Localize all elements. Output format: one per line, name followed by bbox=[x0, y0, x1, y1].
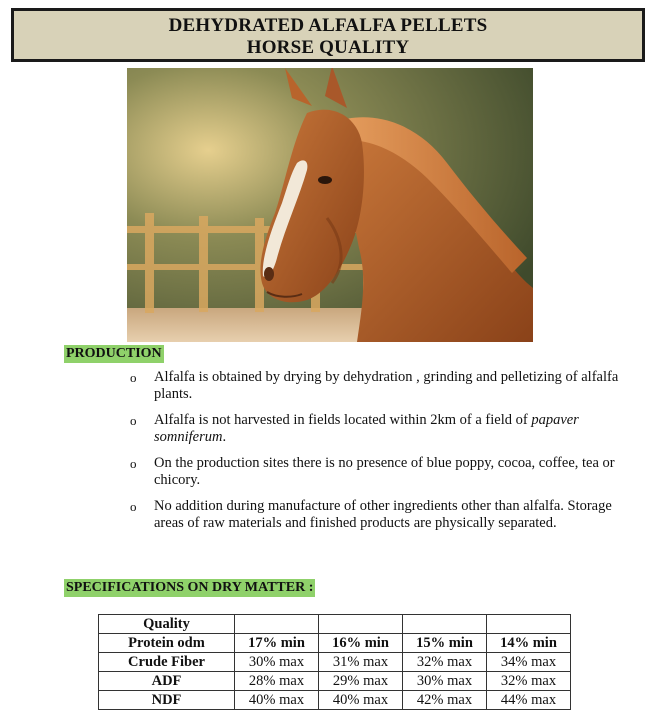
row-label: Crude Fiber bbox=[99, 653, 235, 672]
title-line-1: DEHYDRATED ALFALFA PELLETS bbox=[168, 15, 488, 36]
table-cell: 44% max bbox=[487, 691, 571, 710]
table-cell: 40% max bbox=[235, 691, 319, 710]
row-label: Protein odm bbox=[99, 634, 235, 653]
table-cell: 31% max bbox=[319, 653, 403, 672]
list-item-text: No addition during manufacture of other ingredients other than alfalfa. Storage areas of raw materials and finished products are physically separated. bbox=[154, 498, 612, 531]
specifications-heading: SPECIFICATIONS ON DRY MATTER : bbox=[66, 580, 314, 595]
table-cell: 30% max bbox=[403, 672, 487, 691]
table-cell: 40% max bbox=[319, 691, 403, 710]
quality-header: Quality bbox=[99, 615, 235, 634]
table-cell: 42% max bbox=[403, 691, 487, 710]
list-item-text-end: . bbox=[222, 429, 227, 445]
table-row bbox=[99, 634, 571, 653]
table-header-row bbox=[99, 615, 571, 634]
table-cell: 17% min bbox=[235, 634, 319, 653]
bullet-mark: o bbox=[130, 370, 137, 385]
bullet-mark: o bbox=[130, 499, 137, 514]
document-title bbox=[11, 8, 645, 62]
horse-photo bbox=[127, 68, 533, 342]
table-row bbox=[99, 653, 571, 672]
table-cell: 16% min bbox=[319, 634, 403, 653]
row-label: NDF bbox=[99, 691, 235, 710]
table-cell: 34% max bbox=[487, 653, 571, 672]
list-item-text: Alfalfa is not harvested in fields located within 2km of a field of bbox=[154, 412, 532, 428]
table-cell: 28% max bbox=[235, 672, 319, 691]
table-cell: 30% max bbox=[235, 653, 319, 672]
table-cell: 29% max bbox=[319, 672, 403, 691]
row-label: ADF bbox=[99, 672, 235, 691]
production-heading: PRODUCTION bbox=[66, 346, 162, 361]
table-cell: 14% min bbox=[487, 634, 571, 653]
title-line-2: HORSE QUALITY bbox=[246, 37, 410, 58]
table-cell: 32% max bbox=[403, 653, 487, 672]
list-item bbox=[130, 369, 635, 403]
horse-illustration bbox=[127, 68, 533, 342]
table-cell: 32% max bbox=[487, 672, 571, 691]
list-item-italic: papaver somniferum bbox=[154, 412, 579, 445]
list-item bbox=[130, 455, 635, 489]
table-row bbox=[99, 672, 571, 691]
table-cell: 15% min bbox=[403, 634, 487, 653]
table-row bbox=[99, 691, 571, 710]
bullet-mark: o bbox=[130, 456, 137, 471]
production-list bbox=[130, 369, 635, 541]
list-item-text: On the production sites there is no presence of blue poppy, cocoa, coffee, tea or chicory. bbox=[154, 455, 615, 488]
bullet-mark: o bbox=[130, 413, 137, 428]
specifications-table bbox=[98, 614, 571, 710]
list-item bbox=[130, 412, 635, 446]
list-item-text: Alfalfa is obtained by drying by dehydration , grinding and pelletizing of alfalfa plants. bbox=[154, 369, 619, 402]
list-item bbox=[130, 498, 635, 532]
